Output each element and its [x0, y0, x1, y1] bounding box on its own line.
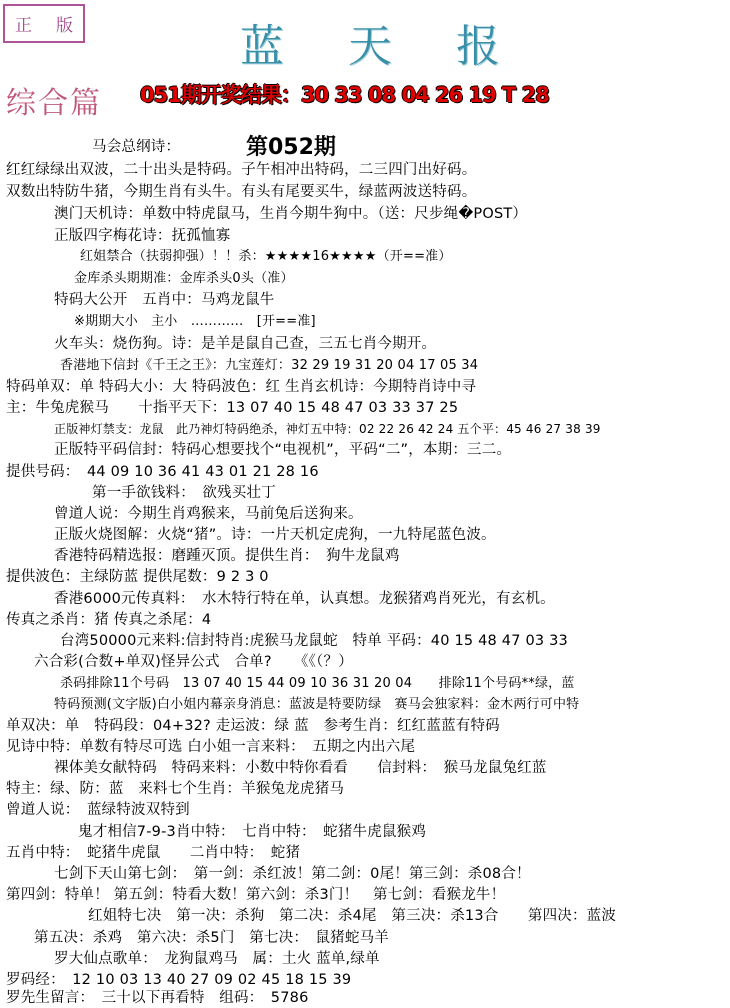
text-line: 特码单双：单 特码大小：大 特码波色：红 生肖玄机诗：今期特肖诗中寻	[6, 379, 477, 395]
text-line: 红红绿绿出双波，二十出头是特码。子午相冲出特码，二三四门出好码。	[6, 162, 477, 178]
text-line: 台湾50000元来料:信封特肖:虎猴马龙鼠蛇 特单 平码：40 15 48 47 03 33	[60, 633, 568, 649]
text-line: 主：牛兔虎猴马 十指平天下：13 07 40 15 48 47 03 33 37 25	[6, 400, 459, 416]
draw-result: 051期开奖结果：30 33 08 04 26 19 T 28	[140, 83, 549, 107]
issue-number: 第052期	[246, 135, 336, 160]
text-line: 特码预测(文字版)白小姐内幕亲身消息：蓝波是特要防绿 赛马会独家料：金木两行可中特	[54, 697, 580, 712]
text-line: 第一手欲钱料： 欲残买壮丁	[92, 485, 276, 501]
text-line: 特码大公开 五肖中：马鸡龙鼠牛	[54, 292, 275, 308]
text-line: 五肖中特： 蛇猪牛虎鼠 二肖中特： 蛇猪	[6, 845, 301, 861]
text-line: 红姐禁合（扶弱抑强）！！杀：★★★★16★★★★（开==准）	[80, 249, 452, 264]
text-line: 香港地下信封《千王之王》：九宝莲灯：32 29 19 31 20 04 17 05 34	[60, 358, 479, 373]
text-line: 双数出特防牛猪，今期生肖有头牛。有头有尾要买牛，绿蓝两波送特码。	[6, 184, 477, 200]
text-line: 七剑下天山第七剑： 第一剑：杀红波！第二剑：0尾！第三剑：杀08合！	[54, 866, 531, 882]
text-line: 正版四字梅花诗：抚孤恤寡	[54, 228, 231, 244]
text-line: 六合彩(合数+单双)怪异公式 合单? 《《（？）	[34, 654, 353, 670]
text-line: 裸体美女献特码 特码来料：小数中特你看看 信封料： 猴马龙鼠兔红蓝	[54, 760, 547, 776]
text-line: 鬼才相信7-9-3肖中特： 七肖中特： 蛇猪牛虎鼠猴鸡	[78, 824, 427, 840]
title-char-2: 天	[348, 21, 392, 72]
text-line: 金库杀头期期准：金库杀头0头（准）	[74, 271, 294, 286]
text-line: 罗码经： 12 10 03 13 40 27 09 02 45 18 15 39	[6, 972, 352, 988]
text-line: 罗大仙点歌单： 龙狗鼠鸡马 属：土火 蓝单,绿单	[54, 951, 380, 967]
text-line: 曾道人说： 蓝绿特波双特到	[6, 802, 190, 818]
text-line: 单双决：单 特码段：04+32? 走运波：绿 蓝 参考生肖：红红蓝蓝有特码	[6, 718, 500, 734]
text-line: 正版特平码信封：特码心想要找个“电视机”，平码“二”，本期：三二。	[54, 442, 512, 458]
genuine-stamp	[3, 4, 85, 43]
text-line: 澳门天机诗：单数中特虎鼠马，生肖今期牛狗中。（送：尺步绳�POST）	[54, 206, 528, 222]
stamp-left-char: 正	[15, 16, 32, 36]
text-line: 特主：绿、防：蓝 来料七个生肖：羊猴兔龙虎猪马	[6, 781, 345, 797]
section-heading: 综合篇	[6, 86, 102, 121]
text-line: 香港6000元传真料： 水木特行特在单，认真想。龙猴猪鸡肖死光，有玄机。	[54, 591, 555, 607]
text-line: 马会总纲诗：	[92, 139, 181, 155]
stamp-right-char: 版	[56, 16, 73, 36]
text-line: ※期期大小 主小 ………… [开==准]	[74, 314, 316, 329]
newspaper-title	[240, 14, 500, 70]
text-line: 火车头：烧伤狗。诗：是羊是鼠自己查，三五七肖今期开。	[54, 336, 437, 352]
text-line: 杀码排除11个号码 13 07 40 15 44 09 10 36 31 20 04 排除11个号码**绿，蓝	[60, 676, 575, 691]
text-line: 正版火烧图解：火烧“猪”。诗：一片天机定虎狗，一九特尾蓝色波。	[54, 527, 496, 543]
text-line: 见诗中特：单数有特尽可选 白小姐一言来料： 五期之内出六尾	[6, 739, 416, 755]
text-line: 罗先生留言： 三十以下再看特 组码： 5786	[6, 990, 309, 1006]
text-line: 曾道人说：今期生肖鸡猴来，马前兔后送狗来。	[54, 506, 363, 522]
text-line: 香港特码精选报：磨踵灭顶。提供生肖： 狗牛龙鼠鸡	[54, 548, 400, 564]
text-line: 正版神灯禁支：龙鼠 此乃神灯特码绝杀，神灯五中特：02 22 26 42 24 五个平：45 46 27 38 39	[54, 422, 601, 436]
title-char-3: 报	[456, 21, 500, 72]
text-line: 提供号码： 44 09 10 36 41 43 01 21 28 16	[6, 464, 319, 480]
text-line: 第五决：杀鸡 第六决：杀5门 第七决： 鼠猪蛇马羊	[34, 930, 389, 946]
text-line: 提供波色：主绿防蓝 提供尾数：9 2 3 0	[6, 569, 269, 585]
text-line: 第四剑：特单！ 第五剑：特看大数！第六剑：杀3门！ 第七剑：看猴龙牛！	[6, 887, 506, 903]
text-line: 传真之杀肖：猪 传真之杀尾：4	[6, 612, 212, 628]
text-line: 红姐特七决 第一决：杀狗 第二决：杀4尾 第三决：杀13合 第四决：蓝波	[88, 908, 617, 924]
title-char-1: 蓝	[240, 21, 284, 72]
